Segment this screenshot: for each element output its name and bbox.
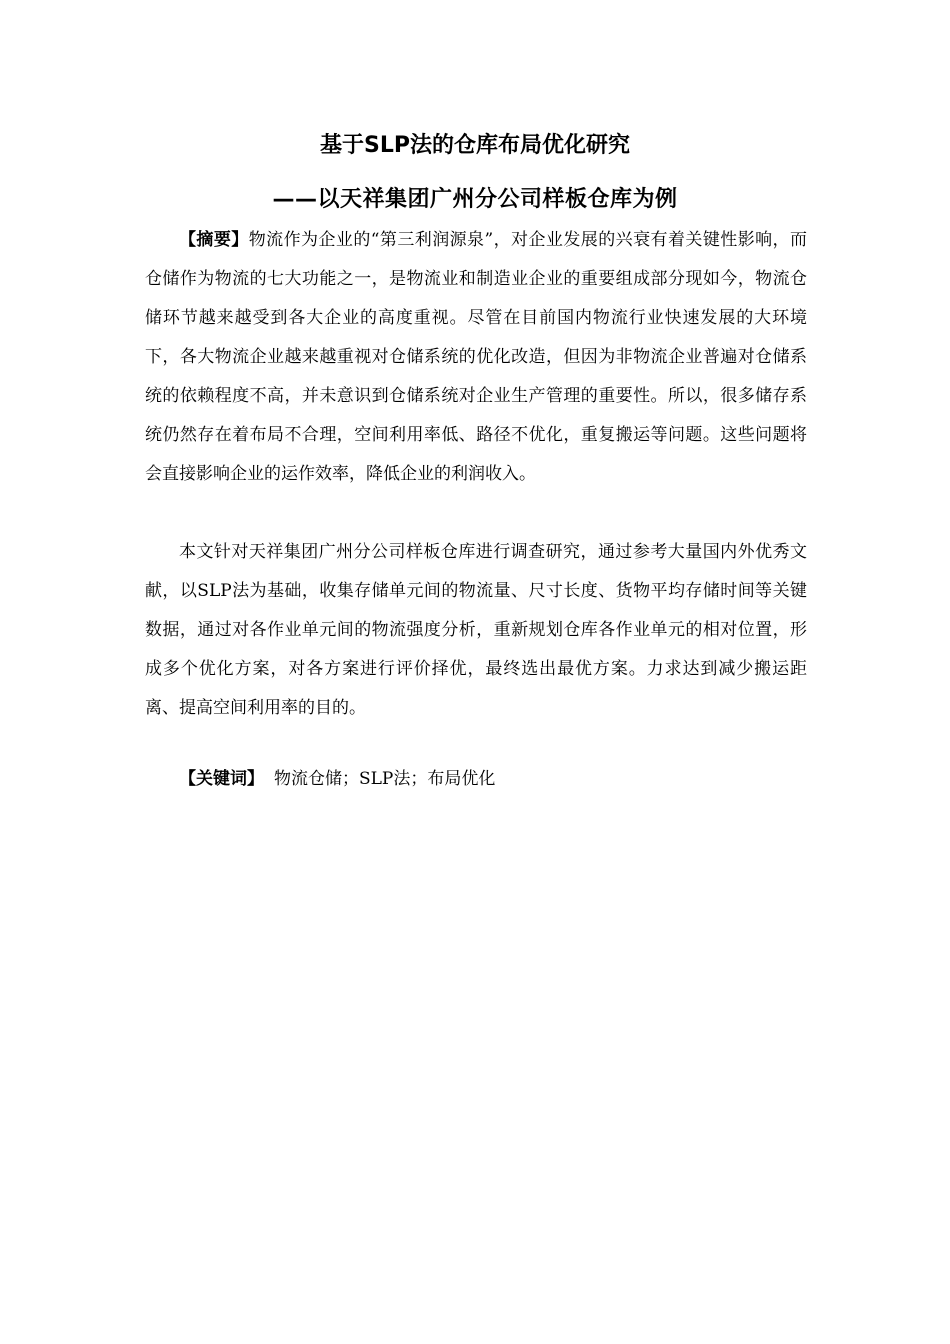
intro-section — [145, 533, 807, 728]
keywords-line — [179, 762, 495, 796]
keywords-text: 物流仓储；SLP法；布局优化 — [274, 769, 496, 789]
intro-paragraph: 本文针对天祥集团广州分公司样板仓库进行调查研究，通过参考大量国内外优秀文献，以SLP法为基础，收集存储单元间的物流量、尺寸长度、货物平均存储时间等关键数据，通过对各作业单元间的物流强度分析，重新规划仓库各作业单元的相对位置，形成多个优化方案，对各方案进行评价择优，最终选出最优方案。力求达到减少搬运距离、提高空间利用率的目的。 — [145, 542, 807, 718]
abstract-section — [145, 221, 807, 494]
abstract-paragraph — [145, 221, 807, 494]
document-title: 基于SLP法的仓库布局优化研究 — [320, 133, 630, 158]
document-subtitle: ——以天祥集团广州分公司样板仓库为例 — [272, 187, 678, 212]
abstract-text: 物流作为企业的“第三利润源泉”，对企业发展的兴衰有着关键性影响，而仓储作为物流的七大功能之一，是物流业和制造业企业的重要组成部分现如今，物流仓储环节越来越受到各大企业的高度重视。尽管在目前国内物流行业快速发展的大环境下，各大物流企业越来越重视对仓储系统的优化改造，但因为非物流企业普遍对仓储系统的依赖程度不高，并未意识到仓储系统对企业生产管理的重要性。所以，很多储存系统仍然存在着布局不合理，空间利用率低、路径不优化，重复搬运等问题。这些问题将会直接影响企业的运作效率，降低企业的利润收入。 — [145, 230, 807, 484]
abstract-label: 【摘要】 — [179, 230, 249, 250]
keywords-label: 【关键词】 — [179, 769, 264, 789]
